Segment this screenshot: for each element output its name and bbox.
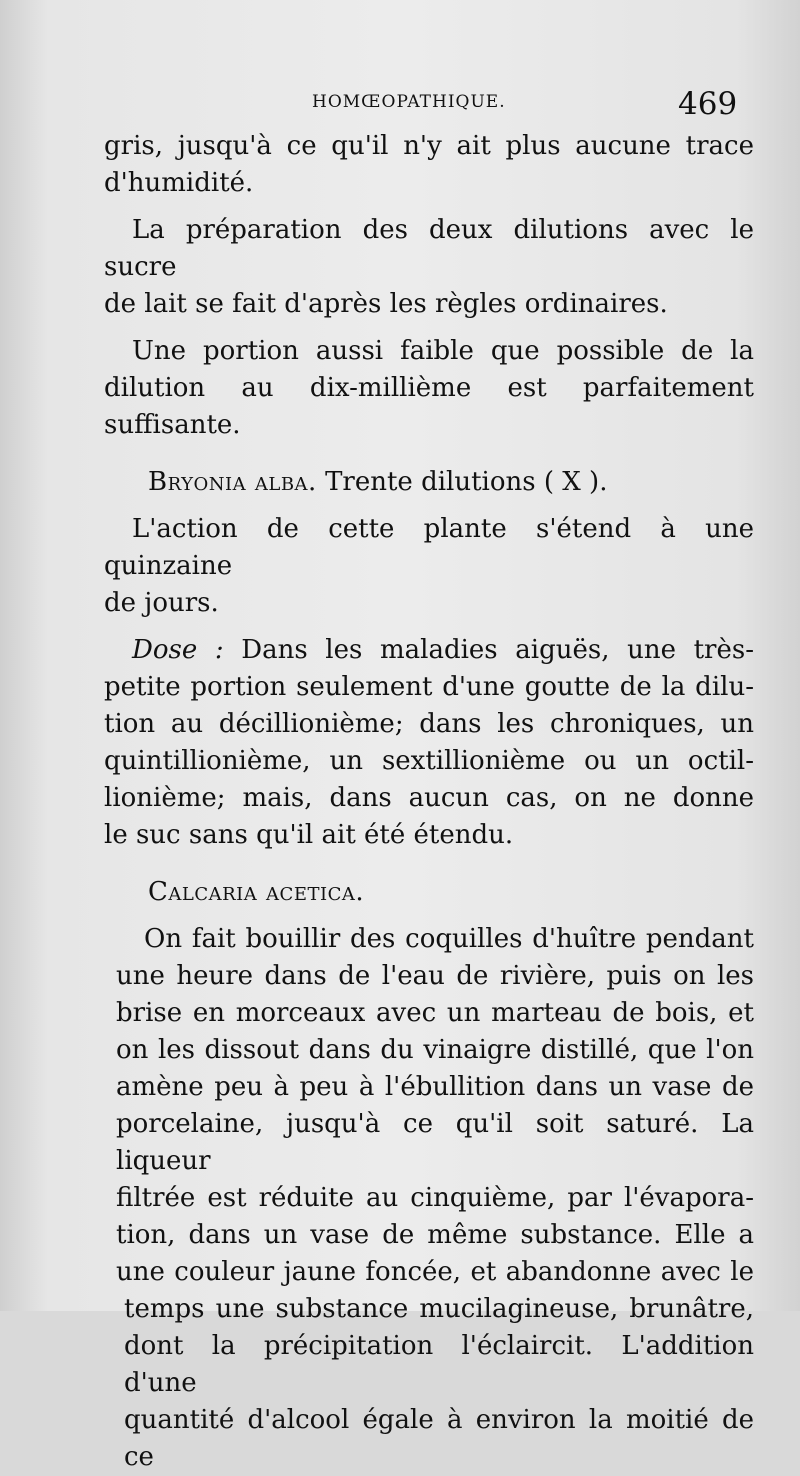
- text-line: brise en morceaux avec un marteau de bois, et: [116, 998, 754, 1028]
- text-line: dilution au dix-millième est parfaitement suffisante.: [104, 373, 754, 440]
- text-line: dont la précipitation l'éclaircit. L'addition d'une: [124, 1331, 754, 1398]
- text-line: lionième; mais, dans aucun cas, on ne donne: [104, 783, 754, 813]
- text-line: quintillionième, un sextillionième ou un octil-: [104, 746, 754, 776]
- text-line: L'action de cette plante s'étend à une quinzaine: [104, 514, 754, 581]
- text-line: Une portion aussi faible que possible de la: [132, 336, 754, 366]
- text-line: une heure dans de l'eau de rivière, puis on les: [116, 961, 754, 991]
- text-line: amène peu à peu à l'ébullition dans un vase de: [116, 1072, 754, 1102]
- text-line: La préparation des deux dilutions avec le sucre: [104, 215, 754, 282]
- dose-line: [104, 632, 754, 669]
- text-line: tion au décillionième; dans les chroniques, un: [104, 709, 754, 739]
- text-line: On fait bouillir des coquilles d'huître pendant: [144, 924, 754, 954]
- text-line: tion, dans un vase de même substance. Elle a: [116, 1220, 754, 1250]
- page-body: [104, 128, 754, 1476]
- dose-label: Dose :: [132, 635, 224, 665]
- text-line: de lait se fait d'après les règles ordinaires.: [104, 289, 668, 319]
- text-line: porcelaine, jusqu'à ce qu'il soit saturé. La liqueur: [116, 1109, 754, 1176]
- text-line: de jours.: [104, 588, 219, 618]
- text-line: temps une substance mucilagineuse, brunâtre,: [124, 1294, 754, 1324]
- text-line: d'humidité.: [104, 168, 254, 198]
- text-line: quantité d'alcool égale à environ la moitié de ce: [124, 1405, 754, 1472]
- text-line: le suc sans qu'il ait été étendu.: [104, 820, 514, 850]
- text-line: on les dissout dans du vinaigre distillé, que l'on: [116, 1035, 754, 1065]
- page-number: 469: [678, 86, 738, 122]
- text-line: gris, jusqu'à ce qu'il n'y ait plus aucune trace: [104, 131, 754, 161]
- remedy-name: Bryonia alba.: [148, 467, 317, 497]
- section-heading-bryonia: [148, 464, 754, 501]
- text-line: une couleur jaune foncée, et abandonne avec le: [116, 1257, 754, 1287]
- text-line: filtrée est réduite au cinquième, par l'évapora-: [116, 1183, 754, 1213]
- section-heading-calcaria: Calcaria acetica.: [148, 877, 365, 907]
- running-title: HOMŒOPATHIQUE.: [312, 92, 506, 112]
- remedy-dilutions: Trente dilutions ( X ).: [316, 467, 608, 497]
- text-line: petite portion seulement d'une goutte de la dilu-: [104, 672, 754, 702]
- dose-text: Dans les maladies aiguës, une très-: [223, 635, 754, 665]
- page-header: [0, 86, 800, 126]
